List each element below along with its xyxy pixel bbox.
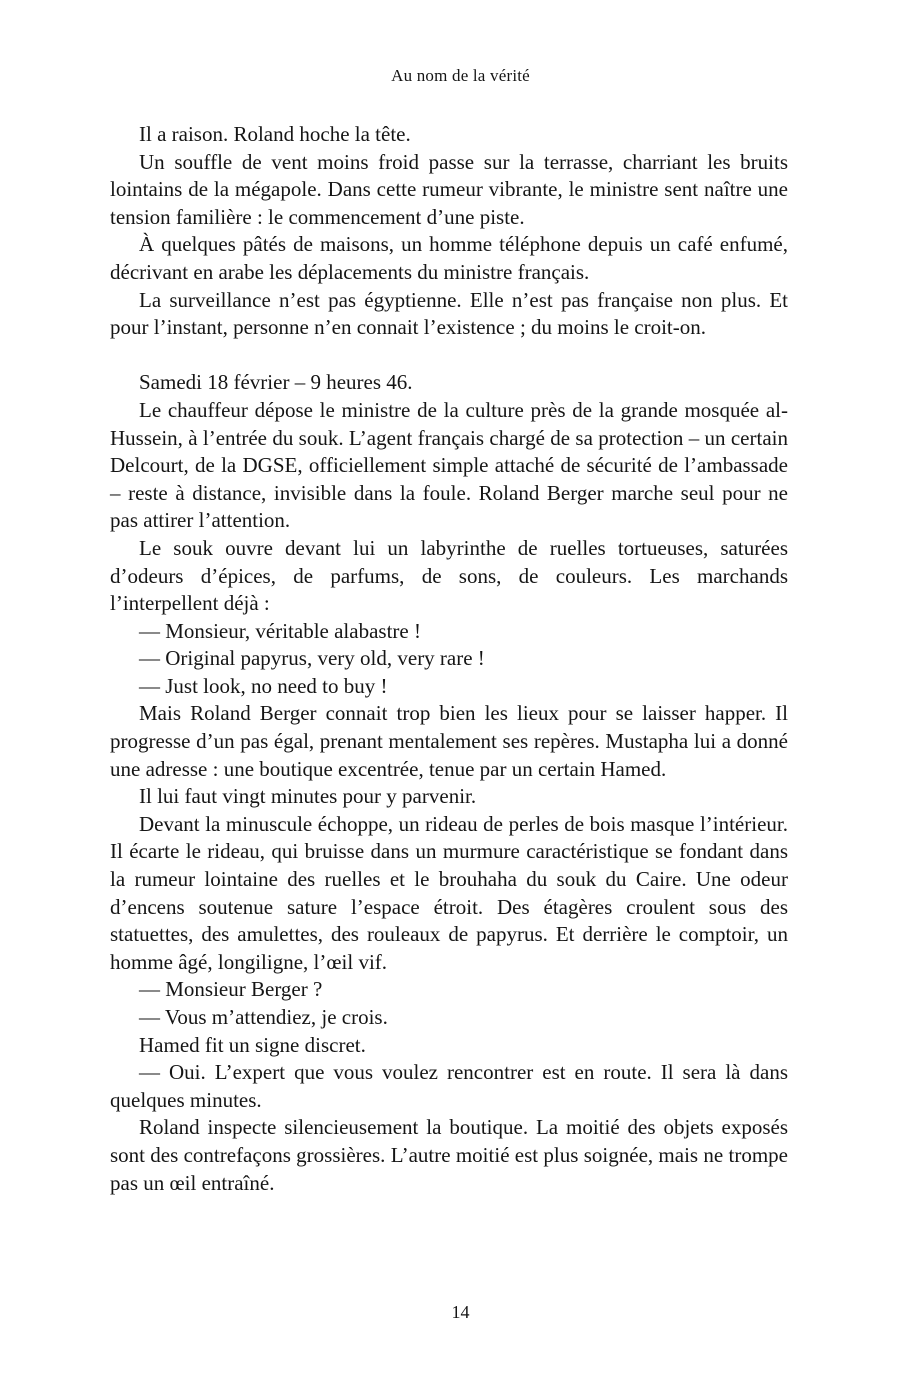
running-header: Au nom de la vérité [391, 66, 530, 85]
dialogue-line: — Monsieur Berger ? [139, 977, 323, 1002]
section-break [110, 342, 788, 370]
paragraph: Il a raison. Roland hoche la tête. [139, 122, 411, 146]
paragraph: Le souk ouvre devant lui un labyrinthe de ruelles tortueuses, saturées d’odeurs d’épices, de parfums, de sons, de couleurs. Les marchands l’interpellent déjà : [110, 535, 788, 616]
paragraph: Un souffle de vent moins froid passe sur la terrasse, charriant les bruits lointains de la mégapole. Dans cette rumeur vibrante, le ministre sent naître une tension familière : le commencement d’une piste. [110, 149, 788, 229]
dialogue-line: — Just look, no need to buy ! [139, 673, 388, 698]
dialogue-line: — Vous m’attendiez, je crois. [139, 1005, 388, 1029]
paragraph: À quelques pâtés de maisons, un homme téléphone depuis un café enfumé, décrivant en arabe les déplacements du ministre français. [110, 232, 788, 284]
section-dateline: Samedi 18 février – 9 heures 46. [139, 370, 413, 395]
paragraph: Roland inspecte silencieusement la boutique. La moitié des objets exposés sont des contrefaçons grossières. L’autre moitié est plus soignée, mais ne trompe pas un œil entraîné. [110, 1115, 788, 1195]
dialogue-line: — Oui. L’expert que vous voulez rencontrer est en route. Il sera là dans quelques minutes. [110, 1060, 788, 1112]
page-number: 14 [451, 1302, 470, 1322]
dialogue-line: — Monsieur, véritable alabastre ! [139, 618, 421, 643]
paragraph: La surveillance n’est pas égyptienne. Elle n’est pas française non plus. Et pour l’instant, personne n’en connait l’existence ; du moins le croit-on. [110, 287, 788, 340]
paragraph: Il lui faut vingt minutes pour y parvenir. [139, 784, 477, 809]
paragraph: Hamed fit un signe discret. [139, 1032, 366, 1057]
paragraph: Le chauffeur dépose le ministre de la culture près de la grande mosquée al-Hussein, à l’entrée du souk. L’agent français chargé de sa protection – un certain Delcourt, de la DGSE, officiellement simple attaché de sécurité de l’ambassade – reste à distance, invisible dans la foule. Roland Berger marche seul pour ne pas attirer l’attention. [110, 397, 788, 533]
paragraph: Devant la minuscule échoppe, un rideau de perles de bois masque l’intérieur. Il écarte le rideau, qui bruisse dans un murmure caractéristique se fondant dans la rumeur lointaine des ruelles et le brouhaha du souk du Caire. Une odeur d’encens soutenue sature l’espace étroit. Des étagères croulent sous des statuettes, des amulettes, des rouleaux de papyrus. Et derrière le comptoir, un homme âgé, longiligne, l’œil vif. [110, 811, 788, 974]
paragraph: Mais Roland Berger connait trop bien les lieux pour se laisser happer. Il progresse d’un pas égal, prenant mentalement ses repères. Mustapha lui a donné une adresse : une boutique excentrée, tenue par un certain Hamed. [110, 701, 788, 781]
body-text [110, 121, 788, 1197]
dialogue-line: — Original papyrus, very old, very rare ! [139, 646, 485, 671]
